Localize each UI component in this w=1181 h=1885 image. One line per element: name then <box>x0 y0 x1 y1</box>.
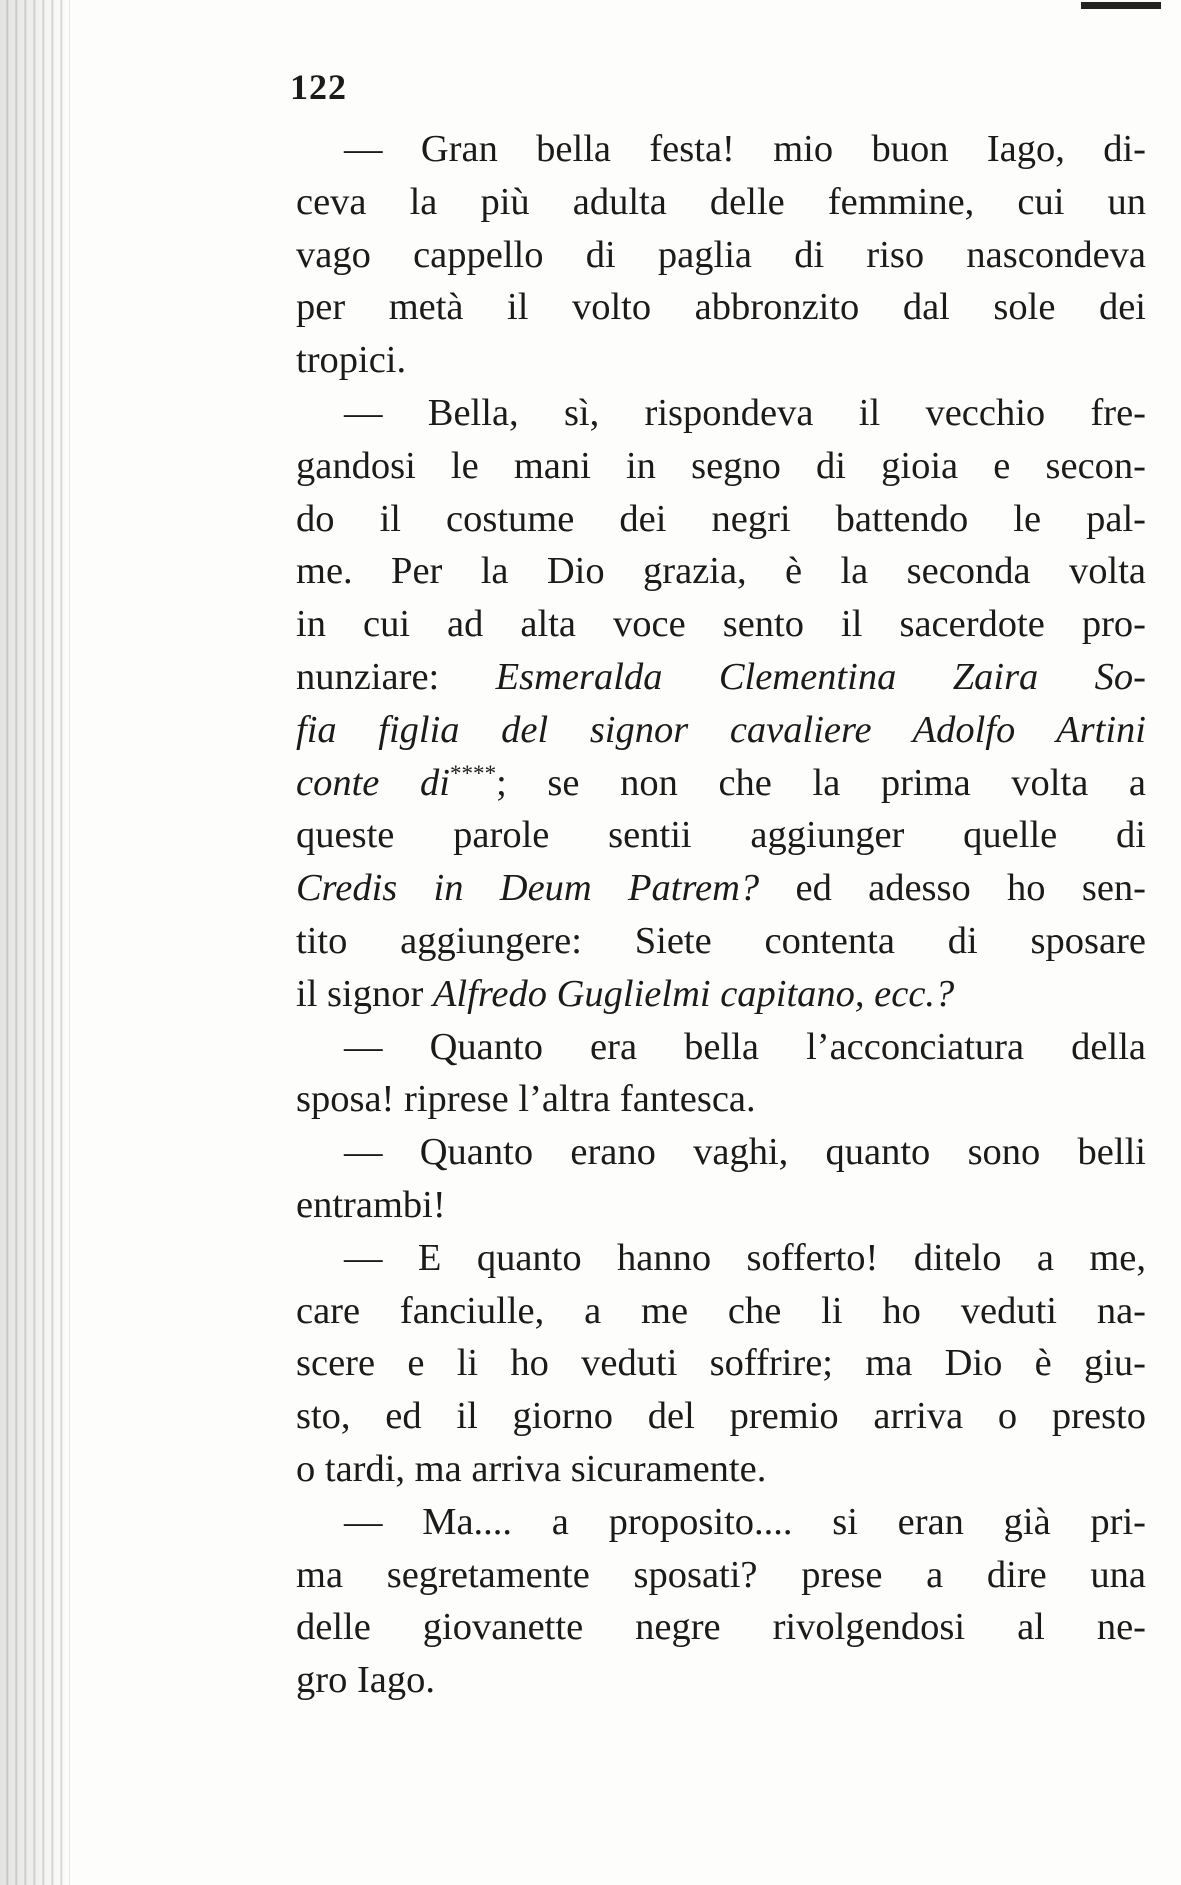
text-line: gandosi le mani in segno di gioia e secon- <box>296 444 1146 487</box>
text-line: — Ma.... a proposito.... si eran già pri- <box>344 1500 1146 1543</box>
text-line: me. Per la Dio grazia, è la seconda volta <box>296 550 1146 593</box>
footnote-asterisks: **** <box>449 759 497 786</box>
text-line <box>296 862 1146 915</box>
top-edge-mark <box>1081 2 1161 9</box>
text-line: tito aggiungere: Siete contenta di sposare <box>296 919 1146 962</box>
text-line: delle giovanette negre rivolgendosi al ne- <box>296 1606 1146 1649</box>
text-roman: ed adesso ho sen- <box>759 867 1146 910</box>
text-line: sto, ed il giorno del premio arriva o presto <box>296 1395 1146 1438</box>
text-line: gro Iago. <box>296 1659 435 1702</box>
text-line: o tardi, ma arriva sicuramente. <box>296 1447 767 1490</box>
text-line: tropici. <box>296 339 407 382</box>
page-number: 122 <box>290 67 347 107</box>
text-line: — Gran bella festa! mio buon Iago, di- <box>344 128 1146 170</box>
text-line: — Quanto era bella l’acconciatura della <box>344 1025 1146 1068</box>
text-line: queste parole sentii aggiunger quelle di <box>296 814 1146 857</box>
text-italic: Credis in Deum Patrem? <box>296 867 760 910</box>
text-line: vago cappello di paglia di riso nascondeva <box>296 233 1146 276</box>
text-line: sposa! riprese l’altra fantesca. <box>296 1078 756 1121</box>
text-line <box>296 757 1146 810</box>
body-text <box>296 123 1146 1707</box>
text-line: per metà il volto abbronzito dal sole dei <box>296 286 1146 329</box>
text-italic: conte di <box>296 761 450 804</box>
text-line <box>296 651 1146 704</box>
text-line: — Quanto erano vaghi, quanto sono belli <box>344 1131 1146 1174</box>
text-line: — E quanto hanno sofferto! ditelo a me, <box>344 1236 1146 1279</box>
text-roman: il signor <box>296 972 433 1015</box>
text-italic: Alfredo Guglielmi capitano, ecc.? <box>432 972 955 1015</box>
text-line: ceva la più adulta delle femmine, cui un <box>296 180 1146 223</box>
text-line: in cui ad alta voce sento il sacerdote pro- <box>296 603 1146 646</box>
text-line: fia figlia del signor cavaliere Adolfo Artini <box>296 708 1146 751</box>
binding-shadow <box>0 0 70 1885</box>
text-line <box>296 968 1146 1021</box>
text-italic: Esmeralda Clementina Zaira So- <box>495 655 1147 698</box>
text-line: care fanciulle, a me che li ho veduti na- <box>296 1289 1146 1332</box>
text-line: entrambi! <box>296 1183 446 1226</box>
text-line: do il costume dei negri battendo le pal- <box>296 497 1146 540</box>
text-line: ma segretamente sposati? prese a dire una <box>296 1553 1146 1596</box>
text-roman: ; se non che la prima volta a <box>496 761 1146 804</box>
text-line: — Bella, sì, rispondeva il vecchio fre- <box>344 391 1146 434</box>
text-line: scere e li ho veduti soffrire; ma Dio è giu- <box>296 1342 1146 1385</box>
text-roman: nunziare: <box>296 655 496 698</box>
